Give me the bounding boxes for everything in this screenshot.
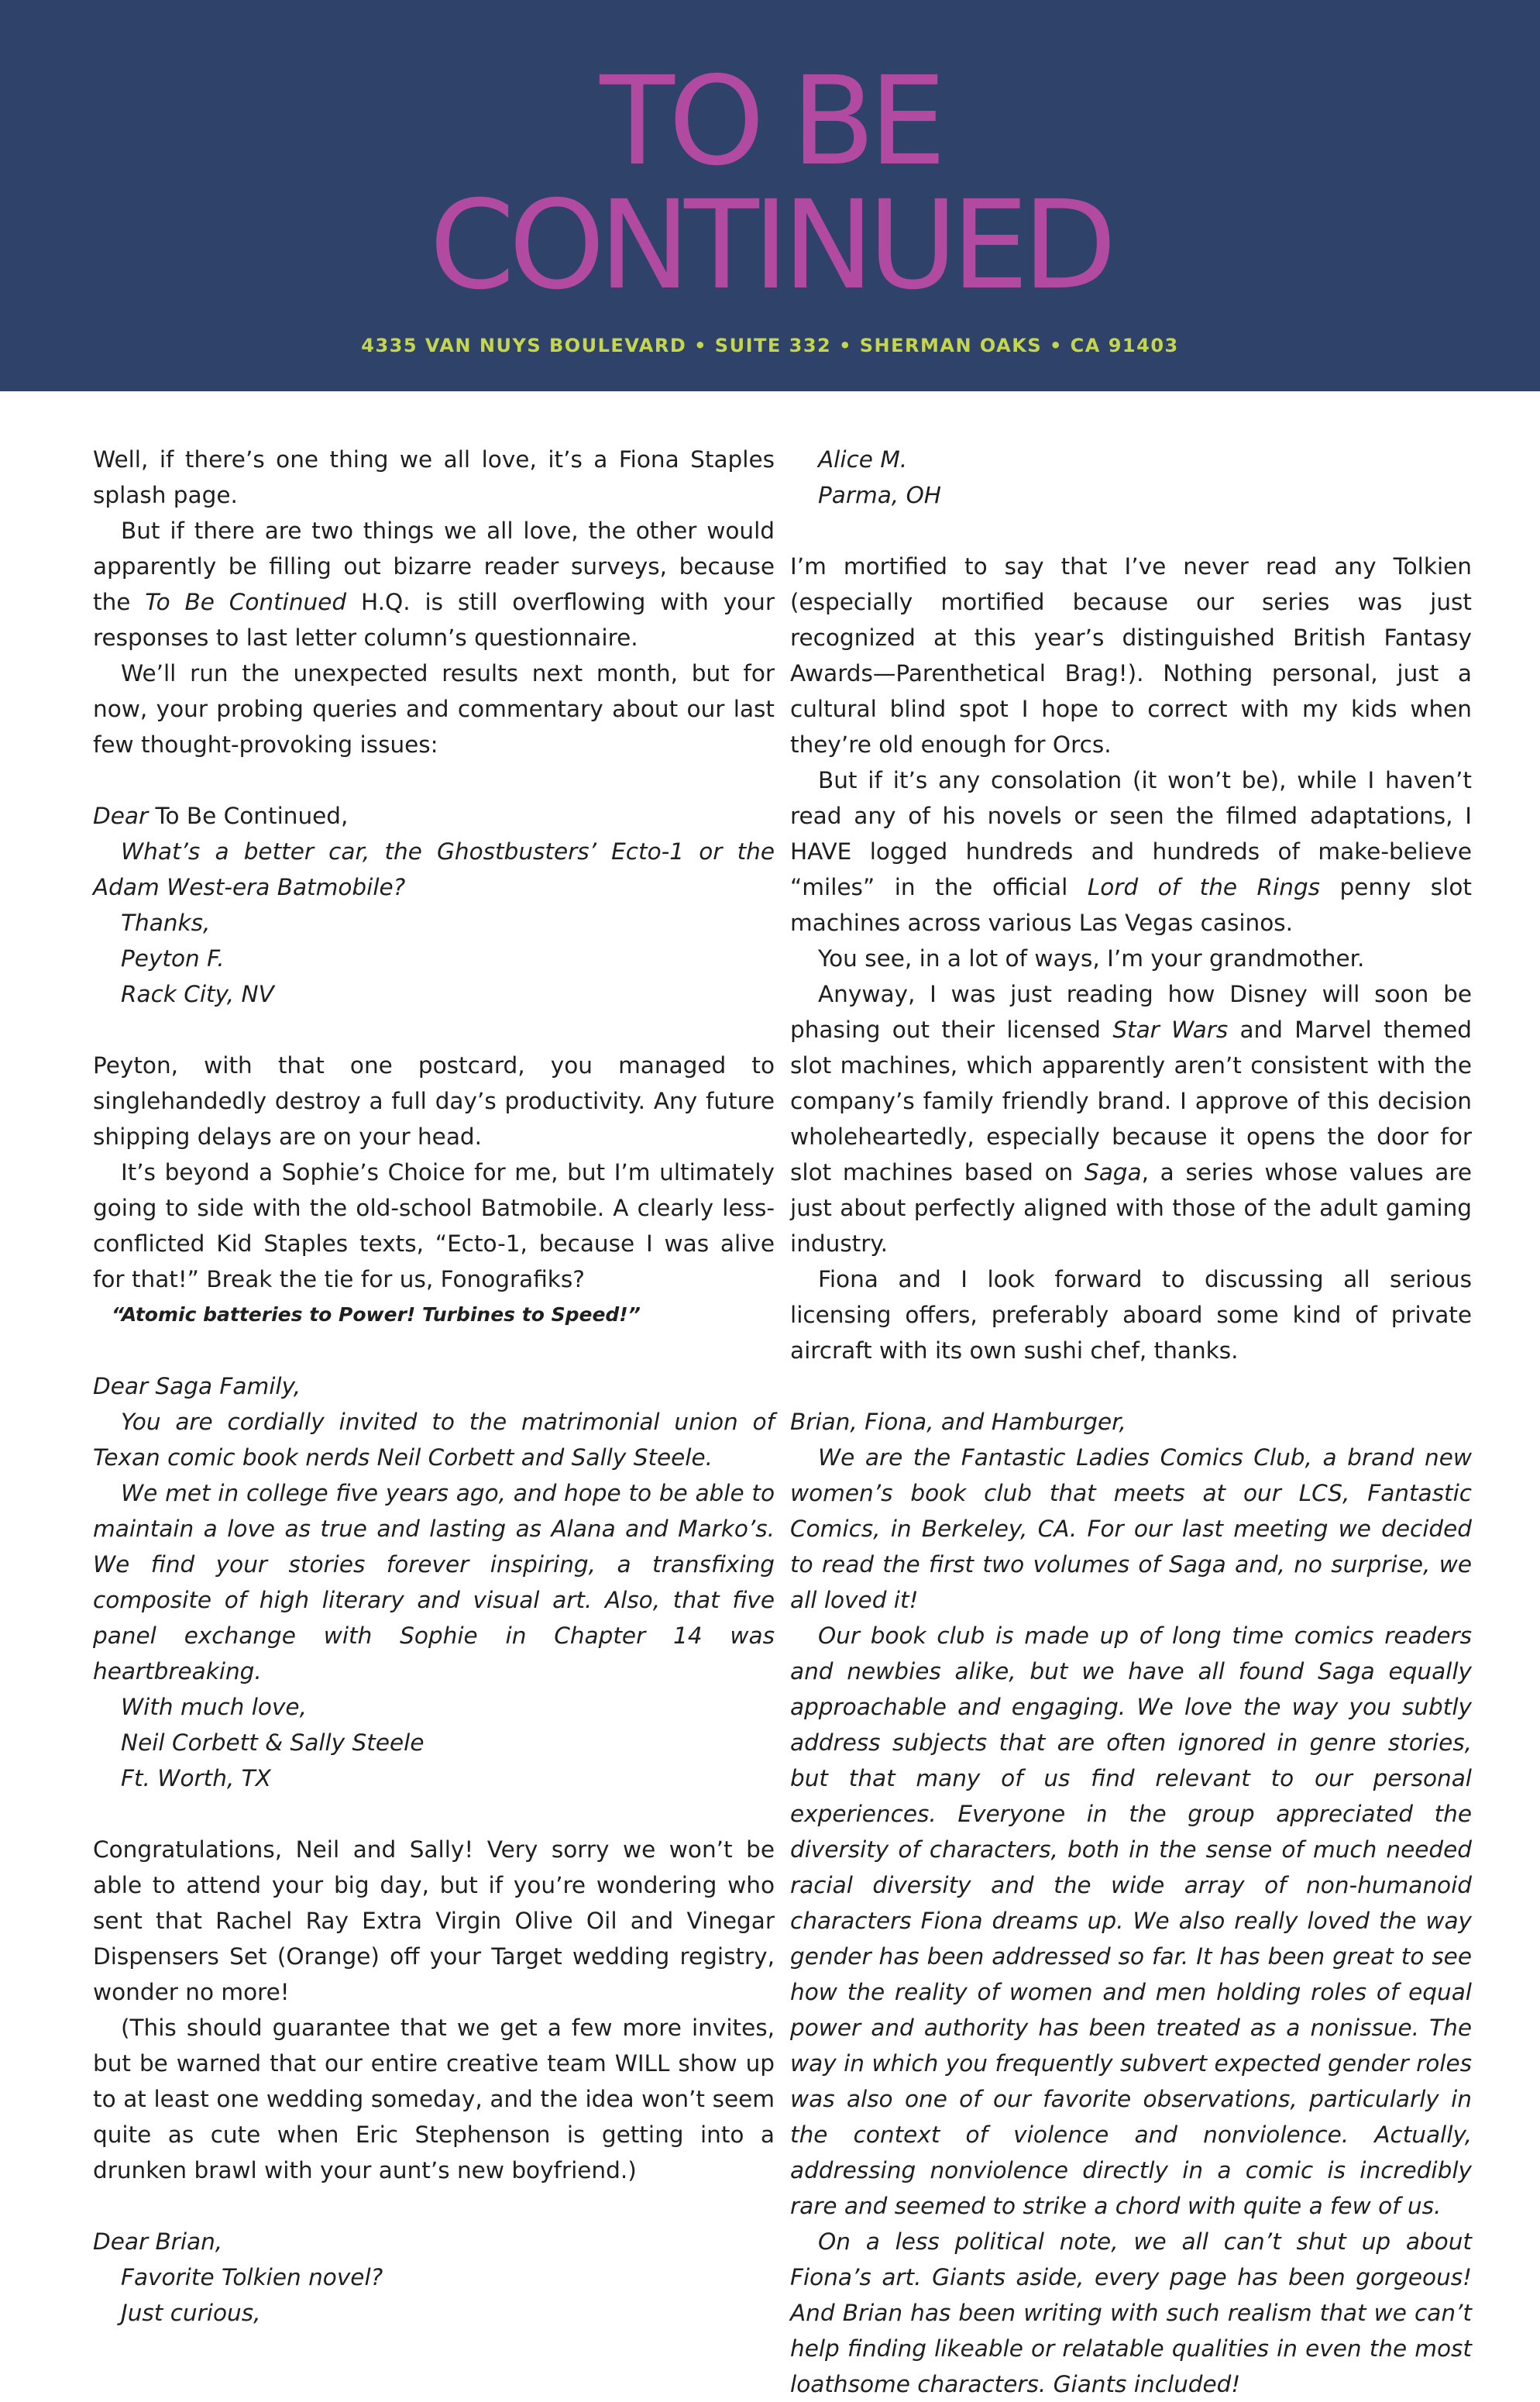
letter-3-salutation: Dear Brian, <box>93 2228 223 2255</box>
letter-2-paragraph-2: We met in college five years ago, and hope to be able to maintain a love as true and lasting as Alana and Marko’s. We find your stories forever inspiring, a transfixing composite of high literary and visual art. Also, that five panel exchange with Sophie in Chapter 14 was heartbreaking. <box>93 1480 775 1684</box>
reply-3-paragraph-1: I’m mortified to say that I’ve never read any Tolkien (especially mortified because our series was just recognized at this year’s distinguished British Fantasy Awards—Parenthetical Brag!). Nothing personal, just a cultural blind spot I hope to correct with my kids when they’re old enough for Orcs. <box>790 553 1472 758</box>
letter-3-author: Alice M. <box>818 446 908 473</box>
right-column <box>790 442 1472 2402</box>
letter-1-body: What’s a better car, the Ghostbusters’ Ecto-1 or the Adam West-era Batmobile? <box>93 838 775 900</box>
reply-2-paragraph-1: Congratulations, Neil and Sally! Very sorry we won’t be able to attend your big day, but if you’re wondering who sent that Rachel Ray Extra Virgin Olive Oil and Vinegar Dispensers Set (Orange) off your Target wedding registry, wonder no more! <box>93 1836 775 2005</box>
letter-4-salutation: Brian, Fiona, and Hamburger, <box>790 1409 1126 1435</box>
reply-3-paragraph-5: Fiona and I look forward to discussing all serious licensing offers, preferably aboard some kind of private aircraft with its own sushi chef, thanks. <box>790 1266 1472 1364</box>
reply-3-paragraph-2: But if it’s any consolation (it won’t be), while I haven’t read any of his novels or seen the filmed adaptations, I HAVE logged hundreds and hundreds of make-believe “miles” in the official Lord of the Rings penny slot machines across various Las Vegas casinos. <box>790 767 1472 936</box>
masthead <box>0 0 1540 391</box>
letter-2-salutation: Dear Saga Family, <box>93 1373 301 1399</box>
intro-paragraph-2: But if there are two things we all love, the other would apparently be filling out bizarre reader surveys, because the To Be Continued H.Q. is still overflowing with your responses to last letter column’s questionnaire. <box>93 518 775 651</box>
reply-1-paragraph-1: Peyton, with that one postcard, you managed to singlehandedly destroy a full day’s productivity. Any future shipping delays are on your head. <box>93 1052 775 1150</box>
left-column <box>93 442 775 2331</box>
reply-3-paragraph-4: Anyway, I was just reading how Disney will soon be phasing out their licensed Star Wars and Marvel themed slot machines, which apparently aren’t consistent with the company’s family friendly brand. I approve of this decision wholeheartedly, especially because it opens the door for slot machines based on Saga, a series whose values are just about perfectly aligned with those of the adult gaming industry. <box>790 981 1473 1257</box>
letter-1-salutation: Dear To Be Continued, <box>93 803 349 829</box>
letter-1-author: Peyton F. <box>121 945 225 972</box>
letter-4-paragraph-3: On a less political note, we all can’t shut up about Fiona’s art. Giants aside, every page has been gorgeous! And Brian has been writing with such realism that we can’t help finding likeable or relatable qualities in even the most loathsome characters. Giants included! <box>790 2228 1472 2397</box>
page-title-line-2: CONTINUED <box>429 174 1111 317</box>
letter-2-signoff: With much love, <box>121 1694 307 1720</box>
letter-4-paragraph-2: Our book club is made up of long time comics readers and newbies alike, but we have all found Saga equally approachable and engaging. We love the way you subtly address subjects that are often ignored in genre stories, but that many of us find relevant to our personal experiences. Everyone in the group appreciated the diversity of characters, both in the sense of much needed racial diversity and the wide array of non-humanoid characters Fiona dreams up. We also really loved the way gender has been addressed so far. It has been great to see how the reality of women and men holding roles of equal power and authority has been treated as a nonissue. The way in which you frequently subvert expected gender roles was also one of our favorite observations, particularly in the context of violence and nonviolence. Actually, addressing nonviolence directly in a comic is incredibly rare and seemed to strike a chord with quite a few of us. <box>790 1623 1472 2219</box>
reply-2-paragraph-2: (This should guarantee that we get a few more invites, but be warned that our entire creative team WILL show up to at least one wedding someday, and the idea won’t seem quite as cute when Eric Stephenson is getting into a drunken brawl with your aunt’s new boyfriend.) <box>93 2015 775 2183</box>
intro-paragraph-3: We’ll run the unexpected results next month, but for now, your probing queries and commentary about our last few thought-provoking issues: <box>93 660 775 758</box>
letter-3-location: Parma, OH <box>818 482 941 508</box>
letter-1-location: Rack City, NV <box>121 981 274 1007</box>
letter-1-signoff: Thanks, <box>121 910 211 936</box>
reply-1-quote: “Atomic batteries to Power! Turbines to Speed!” <box>112 1303 641 1326</box>
letter-4-paragraph-1: We are the Fantastic Ladies Comics Club, a brand new women’s book club that meets at our LCS, Fantastic Comics, in Berkeley, CA. For our last meeting we decided to read the first two volumes of Saga and, no surprise, we all loved it! <box>790 1444 1472 1613</box>
letter-3-body: Favorite Tolkien novel? <box>121 2264 383 2290</box>
intro-paragraph-1: Well, if there’s one thing we all love, it’s a Fiona Staples splash page. <box>93 446 775 508</box>
reply-1-paragraph-2: It’s beyond a Sophie’s Choice for me, but I’m ultimately going to side with the old-school Batmobile. A clearly less-conflicted Kid Staples texts, “Ecto-1, because I was alive for that!” Break the tie for us, Fonografiks? <box>93 1159 775 1292</box>
letter-2-location: Ft. Worth, TX <box>121 1765 271 1791</box>
letter-2-paragraph-1: You are cordially invited to the matrimonial union of Texan comic book nerds Neil Corbett and Sally Steele. <box>93 1409 775 1471</box>
mailing-address: 4335 VAN NUYS BOULEVARD • SUITE 332 • SHERMAN OAKS • CA 91403 <box>361 335 1179 356</box>
page-title-line-1: TO BE <box>600 50 940 193</box>
letter-3-signoff: Just curious, <box>121 2300 261 2326</box>
reply-3-paragraph-3: You see, in a lot of ways, I’m your grandmother. <box>818 945 1365 972</box>
letter-2-author: Neil Corbett & Sally Steele <box>121 1729 425 1756</box>
